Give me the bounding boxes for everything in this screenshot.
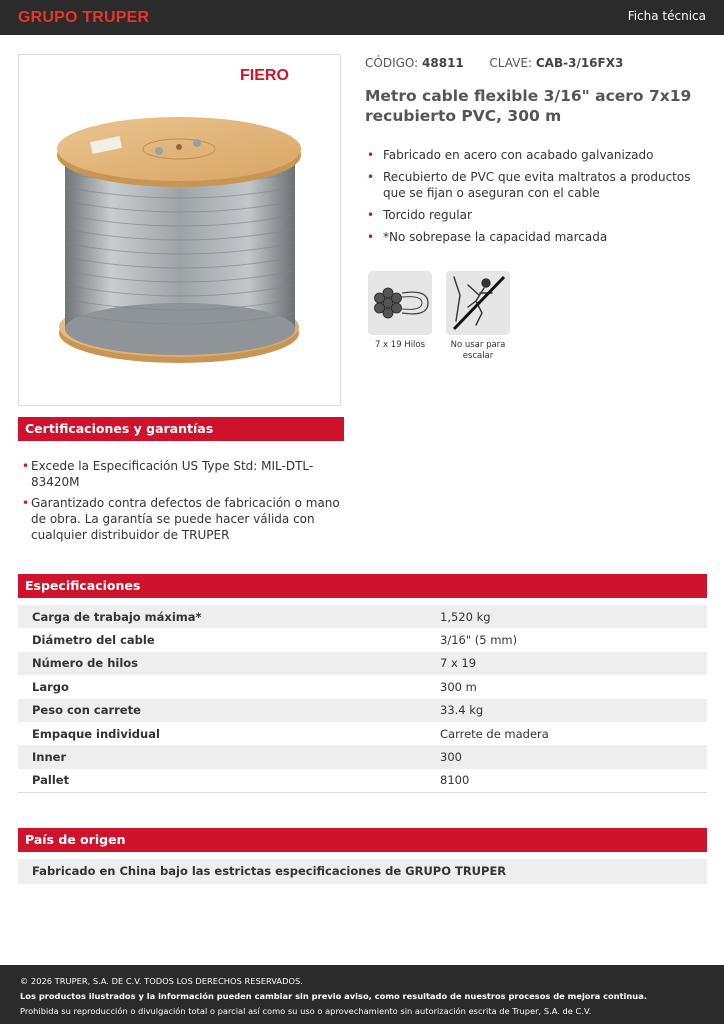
feature-item: • *No sobrepase la capacidad marcada: [365, 229, 710, 245]
origin-header: País de origen: [18, 828, 707, 852]
spec-value: Carrete de madera: [440, 726, 549, 741]
feature-list: [365, 147, 710, 251]
fiero-logo: FIERO: [240, 67, 289, 84]
key-label: CLAVE:: [489, 56, 533, 70]
table-row: [18, 699, 707, 722]
origin-text: Fabricado en China bajo las estrictas especificaciones de GRUPO TRUPER: [18, 859, 707, 884]
spec-label: Peso con carrete: [32, 703, 141, 718]
spec-label: Diámetro del cable: [32, 633, 155, 648]
spec-value: 300 m: [440, 679, 477, 694]
table-row: [18, 745, 707, 768]
table-row: [18, 675, 707, 698]
footer-prohibition: Prohibida su reproducción o divulgación total o parcial así como su uso o aprovechamiento sin autorización escrita de Truper, S.A. de C.V.: [20, 1006, 592, 1016]
badge-no-climbing: [446, 271, 510, 362]
spec-label: Inner: [32, 750, 67, 765]
table-row: [18, 605, 707, 628]
certification-item: • Excede la Especificación US Type Std: MIL-DTL-83420M: [22, 458, 342, 490]
code-value: 48811: [422, 56, 464, 70]
no-climbing-icon: [446, 271, 510, 335]
badge-strands: [368, 271, 432, 351]
table-row: [18, 722, 707, 745]
spec-label: Número de hilos: [32, 656, 139, 671]
grupo-truper-logo: GRUPO TRUPER: [18, 9, 150, 26]
code-line: [365, 56, 623, 70]
spec-value: 1,520 kg: [440, 609, 491, 624]
spec-label: Empaque individual: [32, 726, 160, 741]
badge-caption: No usar para escalar: [450, 340, 506, 361]
footer-notice: Los productos ilustrados y la información pueden cambiar sin previo aviso, como resultado de nuestros procesos de mejora continua.: [20, 991, 647, 1001]
specifications-header: Especificaciones: [18, 574, 707, 598]
spec-value: 7 x 19: [440, 656, 477, 671]
certifications-header: Certificaciones y garantías: [18, 417, 344, 441]
spec-label: Carga de trabajo máxima*: [32, 609, 202, 624]
certification-list: [22, 458, 342, 548]
document-type-label: Ficha técnica: [627, 9, 706, 23]
certification-item: • Garantizado contra defectos de fabricación o mano de obra. La garantía se puede hacer válida con cualquier distribuidor de TRUPER: [22, 495, 342, 543]
feature-item: • Fabricado en acero con acabado galvanizado: [365, 147, 710, 163]
cable-reel-illustration: [19, 55, 340, 405]
spec-label: Largo: [32, 679, 69, 694]
table-row: [18, 628, 707, 651]
key-value: CAB-3/16FX3: [535, 56, 624, 70]
spec-label: Pallet: [32, 773, 70, 788]
spec-value: 8100: [440, 773, 470, 788]
code-label: CÓDIGO:: [365, 56, 419, 70]
specifications-table: [18, 605, 707, 792]
footer: [0, 965, 724, 1024]
strand-cross-section-icon: [368, 271, 432, 335]
table-divider: [18, 792, 707, 793]
spec-value: 300: [440, 750, 462, 765]
footer-copyright: © 2026 TRUPER, S.A. DE C.V. TODOS LOS DERECHOS RESERVADOS.: [20, 976, 303, 986]
product-image: [18, 54, 341, 406]
spec-value: 3/16" (5 mm): [440, 633, 518, 648]
spec-value: 33.4 kg: [440, 703, 484, 718]
table-row: [18, 652, 707, 675]
feature-item: • Recubierto de PVC que evita maltratos a productos que se fijan o aseguran con el cable: [365, 169, 710, 201]
top-bar: [0, 0, 724, 35]
table-row: [18, 769, 707, 792]
badge-caption: 7 x 19 Hilos: [374, 340, 426, 350]
feature-item: • Torcido regular: [365, 207, 710, 223]
product-title: Metro cable flexible 3/16" acero 7x19 recubierto PVC, 300 m: [365, 87, 692, 125]
